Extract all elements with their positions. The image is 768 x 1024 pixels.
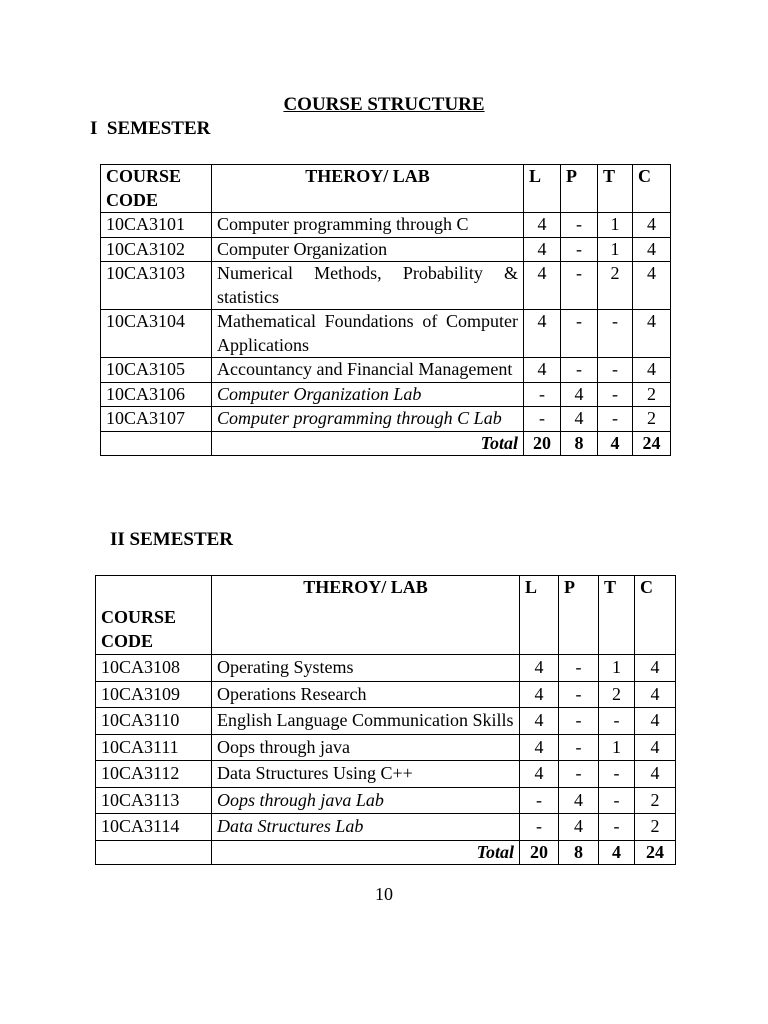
course-title-cell: Computer Organization Lab bbox=[212, 382, 524, 407]
tutorial-hours-cell: - bbox=[599, 787, 635, 814]
semester-1-heading: I SEMESTER bbox=[90, 118, 211, 139]
semester-2-course-table bbox=[95, 575, 676, 865]
semester-1-course-rows bbox=[101, 213, 671, 432]
practical-hours-cell: - bbox=[559, 761, 599, 788]
lecture-hours-cell: 4 bbox=[524, 310, 561, 358]
practical-hours-cell: - bbox=[561, 213, 598, 238]
total-l: 20 bbox=[520, 840, 559, 865]
table-row bbox=[101, 237, 671, 262]
table-row bbox=[96, 734, 676, 761]
column-header-c: C bbox=[635, 576, 676, 655]
course-code-cell: 10CA3113 bbox=[96, 787, 212, 814]
semester-1-course-table bbox=[100, 164, 671, 456]
practical-hours-cell: - bbox=[561, 262, 598, 310]
course-code-cell: 10CA3111 bbox=[96, 734, 212, 761]
total-empty-cell bbox=[101, 431, 212, 456]
tutorial-hours-cell: 2 bbox=[599, 681, 635, 708]
practical-hours-cell: - bbox=[561, 358, 598, 383]
column-header-course-code: COURSE CODE bbox=[101, 165, 212, 213]
course-title-cell: Data Structures Lab bbox=[212, 814, 520, 841]
table-row bbox=[96, 655, 676, 682]
credits-cell: 2 bbox=[633, 382, 671, 407]
table-row bbox=[96, 814, 676, 841]
table-row bbox=[96, 708, 676, 735]
course-title-cell: Operations Research bbox=[212, 681, 520, 708]
semester-2-course-rows bbox=[96, 655, 676, 841]
course-title-cell: Accountancy and Financial Management bbox=[212, 358, 524, 383]
total-l: 20 bbox=[524, 431, 561, 456]
course-title-cell: Operating Systems bbox=[212, 655, 520, 682]
table-header-row bbox=[96, 576, 676, 655]
total-t: 4 bbox=[599, 840, 635, 865]
total-p: 8 bbox=[559, 840, 599, 865]
course-title-cell: Data Structures Using C++ bbox=[212, 761, 520, 788]
credits-cell: 4 bbox=[635, 734, 676, 761]
column-header-p: P bbox=[559, 576, 599, 655]
table-row bbox=[101, 262, 671, 310]
lecture-hours-cell: 4 bbox=[520, 708, 559, 735]
lecture-hours-cell: 4 bbox=[520, 734, 559, 761]
column-header-c: C bbox=[633, 165, 671, 213]
credits-cell: 4 bbox=[633, 358, 671, 383]
column-header-l: L bbox=[524, 165, 561, 213]
tutorial-hours-cell: 1 bbox=[599, 734, 635, 761]
course-code-cell: 10CA3104 bbox=[101, 310, 212, 358]
total-row bbox=[101, 431, 671, 456]
lecture-hours-cell: - bbox=[520, 814, 559, 841]
table-row bbox=[101, 213, 671, 238]
lecture-hours-cell: 4 bbox=[524, 262, 561, 310]
table-row bbox=[96, 787, 676, 814]
tutorial-hours-cell: - bbox=[598, 358, 633, 383]
credits-cell: 4 bbox=[633, 262, 671, 310]
lecture-hours-cell: - bbox=[524, 407, 561, 432]
course-title-cell: Numerical Methods, Probability & statistics bbox=[212, 262, 524, 310]
total-c: 24 bbox=[633, 431, 671, 456]
tutorial-hours-cell: - bbox=[599, 814, 635, 841]
course-code-cell: 10CA3114 bbox=[96, 814, 212, 841]
column-header-course-code: COURSE CODE bbox=[96, 576, 212, 655]
course-code-cell: 10CA3108 bbox=[96, 655, 212, 682]
course-title-cell: Computer Organization bbox=[212, 237, 524, 262]
column-header-theory-lab: THEROY/ LAB bbox=[212, 165, 524, 213]
tutorial-hours-cell: - bbox=[599, 708, 635, 735]
credits-cell: 2 bbox=[633, 407, 671, 432]
column-header-theory-lab: THEROY/ LAB bbox=[212, 576, 520, 655]
course-title-cell: Oops through java Lab bbox=[212, 787, 520, 814]
practical-hours-cell: - bbox=[559, 734, 599, 761]
lecture-hours-cell: 4 bbox=[524, 213, 561, 238]
course-code-cell: 10CA3103 bbox=[101, 262, 212, 310]
table-header-row bbox=[101, 165, 671, 213]
credits-cell: 4 bbox=[635, 655, 676, 682]
total-label: Total bbox=[212, 840, 520, 865]
column-header-l: L bbox=[520, 576, 559, 655]
tutorial-hours-cell: 1 bbox=[598, 237, 633, 262]
course-title-cell: Computer programming through C bbox=[212, 213, 524, 238]
table-row bbox=[101, 310, 671, 358]
page-number: 10 bbox=[375, 884, 393, 904]
practical-hours-cell: 4 bbox=[559, 787, 599, 814]
practical-hours-cell: - bbox=[559, 708, 599, 735]
page-title: COURSE STRUCTURE bbox=[283, 94, 485, 115]
tutorial-hours-cell: 2 bbox=[598, 262, 633, 310]
semester-2-heading: II SEMESTER bbox=[110, 529, 234, 550]
column-header-t: T bbox=[598, 165, 633, 213]
practical-hours-cell: - bbox=[559, 655, 599, 682]
column-header-t: T bbox=[599, 576, 635, 655]
credits-cell: 4 bbox=[633, 213, 671, 238]
credits-cell: 4 bbox=[633, 310, 671, 358]
practical-hours-cell: - bbox=[559, 681, 599, 708]
course-code-cell: 10CA3110 bbox=[96, 708, 212, 735]
tutorial-hours-cell: - bbox=[598, 407, 633, 432]
total-c: 24 bbox=[635, 840, 676, 865]
tutorial-hours-cell: - bbox=[598, 382, 633, 407]
table-row bbox=[101, 358, 671, 383]
tutorial-hours-cell: 1 bbox=[599, 655, 635, 682]
course-title-cell: Computer programming through C Lab bbox=[212, 407, 524, 432]
tutorial-hours-cell: - bbox=[598, 310, 633, 358]
course-title-cell: English Language Communication Skills bbox=[212, 708, 520, 735]
total-label: Total bbox=[212, 431, 524, 456]
lecture-hours-cell: 4 bbox=[524, 358, 561, 383]
lecture-hours-cell: 4 bbox=[520, 681, 559, 708]
practical-hours-cell: 4 bbox=[559, 814, 599, 841]
column-header-p: P bbox=[561, 165, 598, 213]
credits-cell: 2 bbox=[635, 787, 676, 814]
total-row bbox=[96, 840, 676, 865]
course-code-cell: 10CA3101 bbox=[101, 213, 212, 238]
practical-hours-cell: 4 bbox=[561, 382, 598, 407]
practical-hours-cell: - bbox=[561, 310, 598, 358]
lecture-hours-cell: 4 bbox=[520, 655, 559, 682]
tutorial-hours-cell: 1 bbox=[598, 213, 633, 238]
lecture-hours-cell: 4 bbox=[524, 237, 561, 262]
lecture-hours-cell: 4 bbox=[520, 761, 559, 788]
course-code-cell: 10CA3106 bbox=[101, 382, 212, 407]
table-row bbox=[101, 407, 671, 432]
practical-hours-cell: - bbox=[561, 237, 598, 262]
course-code-cell: 10CA3102 bbox=[101, 237, 212, 262]
table-row bbox=[96, 681, 676, 708]
credits-cell: 4 bbox=[633, 237, 671, 262]
course-code-cell: 10CA3105 bbox=[101, 358, 212, 383]
course-title-cell: Mathematical Foundations of Computer Applications bbox=[212, 310, 524, 358]
practical-hours-cell: 4 bbox=[561, 407, 598, 432]
credits-cell: 4 bbox=[635, 681, 676, 708]
lecture-hours-cell: - bbox=[520, 787, 559, 814]
credits-cell: 2 bbox=[635, 814, 676, 841]
course-code-cell: 10CA3112 bbox=[96, 761, 212, 788]
lecture-hours-cell: - bbox=[524, 382, 561, 407]
table-row bbox=[96, 761, 676, 788]
table-row bbox=[101, 382, 671, 407]
course-code-cell: 10CA3109 bbox=[96, 681, 212, 708]
tutorial-hours-cell: - bbox=[599, 761, 635, 788]
total-p: 8 bbox=[561, 431, 598, 456]
total-t: 4 bbox=[598, 431, 633, 456]
credits-cell: 4 bbox=[635, 761, 676, 788]
credits-cell: 4 bbox=[635, 708, 676, 735]
course-code-cell: 10CA3107 bbox=[101, 407, 212, 432]
course-title-cell: Oops through java bbox=[212, 734, 520, 761]
total-empty-cell bbox=[96, 840, 212, 865]
